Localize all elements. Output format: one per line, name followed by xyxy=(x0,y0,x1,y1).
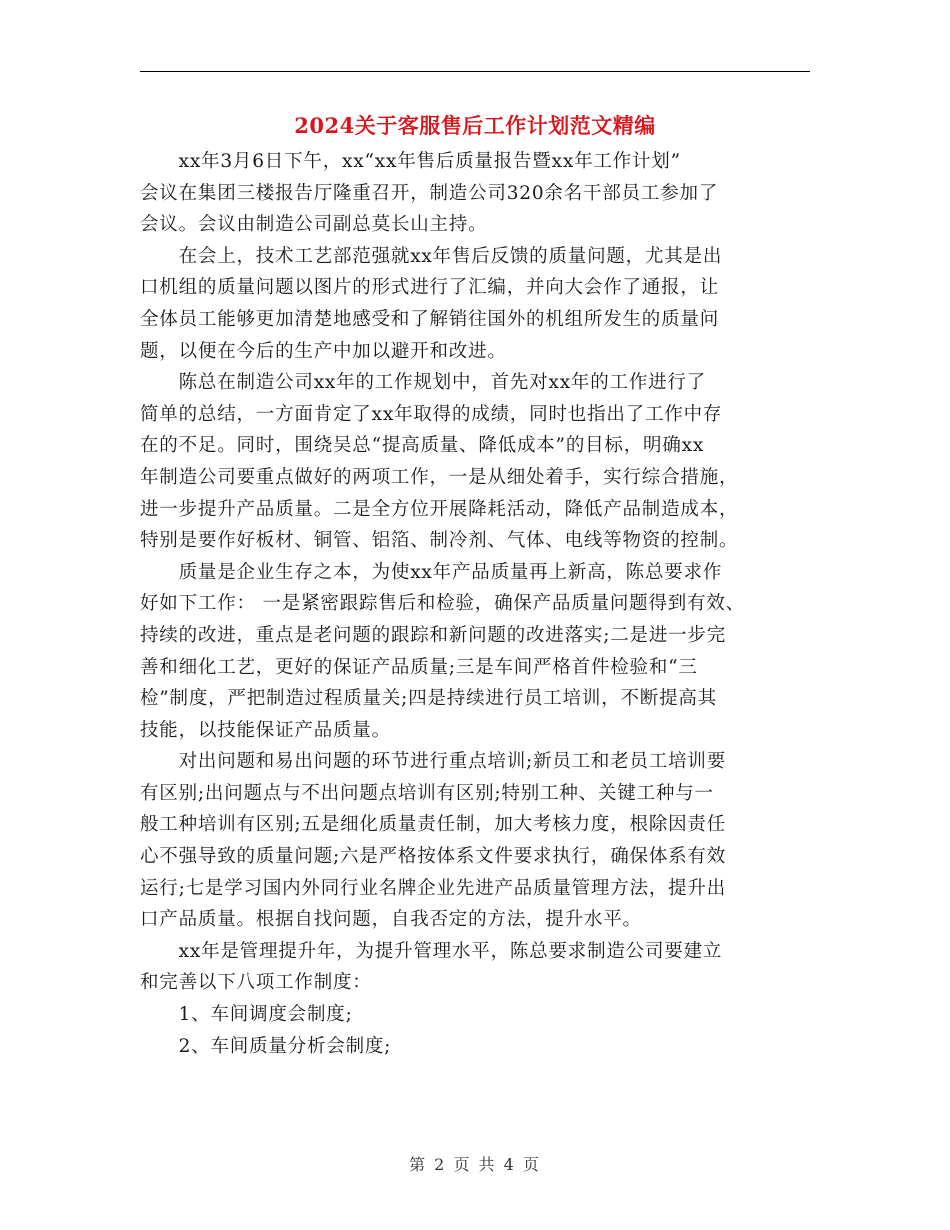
text-line: 会议。会议由制造公司副总莫长山主持。 xyxy=(140,214,488,236)
text-line: 在的不足。同时，围绕吴总“提高质量、降低成本”的目标，明确xx xyxy=(140,435,705,457)
paragraph-training xyxy=(140,746,810,936)
text-line: xx年是管理提升年，为提升管理水平，陈总要求制造公司要建立 xyxy=(140,940,723,962)
text-line: 1、车间调度会制度; xyxy=(140,1004,353,1026)
text-line: 口产品质量。根据自找问题，自我否定的方法，提升水平。 xyxy=(140,909,642,931)
page-number-footer: 第 2 页 共 4 页 xyxy=(409,1155,541,1174)
text-line: 进一步提升产品质量。二是全方位开展降耗活动，降低产品制造成本， xyxy=(140,498,739,520)
text-line: 般工种培训有区别;五是细化质量责任制，加大考核力度，根除因责任 xyxy=(140,814,727,836)
text-line: 会议在集团三楼报告厅隆重召开，制造公司320余名干部员工参加了 xyxy=(140,182,719,204)
text-line: 特别是要作好板材、铜管、铝箔、制冷剂、气体、电线等物资的控制。 xyxy=(140,530,739,552)
list-item-1 xyxy=(140,999,810,1031)
list-item-2 xyxy=(140,1031,810,1063)
text-line: 陈总在制造公司xx年的工作规划中，首先对xx年的工作进行了 xyxy=(140,372,707,394)
text-line: 简单的总结，一方面肯定了xx年取得的成绩，同时也指出了工作中存 xyxy=(140,403,723,425)
paragraph-quality-requirements xyxy=(140,557,810,747)
text-line: 全体员工能够更加清楚地感受和了解销往国外的机组所发生的质量问 xyxy=(140,308,720,330)
paragraph-meeting-intro xyxy=(140,146,810,241)
text-line: 口机组的质量问题以图片的形式进行了汇编，并向大会作了通报，让 xyxy=(140,277,720,299)
paragraph-work-plan xyxy=(140,367,810,557)
paragraph-management-year xyxy=(140,936,810,999)
text-line: 运行;七是学习国内外同行业名牌企业先进产品质量管理方法，提升出 xyxy=(140,877,727,899)
text-line: 年制造公司要重点做好的两项工作，一是从细处着手，实行综合措施， xyxy=(140,466,739,488)
text-line: 质量是企业生存之本，为使xx年产品质量再上新高，陈总要求作 xyxy=(140,561,723,583)
text-line: 对出问题和易出问题的环节进行重点培训;新员工和老员工培训要 xyxy=(140,751,727,773)
text-line: 持续的改进，重点是老问题的跟踪和新问题的改进落实;二是进一步完 xyxy=(140,624,727,646)
document-title: 2024关于客服售后工作计划范文精编 xyxy=(294,113,656,138)
text-line: 心不强导致的质量问题;六是严格按体系文件要求执行，确保体系有效 xyxy=(140,846,727,868)
text-line: 题，以便在今后的生产中加以避开和改进。 xyxy=(140,340,507,362)
text-line: xx年3月6日下午，xx“xx年售后质量报告暨xx年工作计划” xyxy=(140,151,681,172)
text-line: 2、车间质量分析会制度; xyxy=(140,1035,392,1057)
text-line: 好如下工作： 一是紧密跟踪售后和检验，确保产品质量问题得到有效、 xyxy=(140,593,745,615)
text-line: 技能，以技能保证产品质量。 xyxy=(140,719,391,741)
text-line: 检”制度，严把制造过程质量关;四是持续进行员工培训，不断提高其 xyxy=(140,688,717,710)
text-line: 有区别;出问题点与不出问题点培训有区别;特别工种、关键工种与一 xyxy=(140,782,714,804)
header-rule xyxy=(140,71,810,72)
text-line: 和完善以下八项工作制度： xyxy=(140,972,372,994)
document-body xyxy=(140,146,810,1062)
text-line: 善和细化工艺，更好的保证产品质量;三是车间严格首件检验和“三 xyxy=(140,656,698,678)
text-line: 在会上，技术工艺部范强就xx年售后反馈的质量问题，尤其是出 xyxy=(140,245,723,267)
paragraph-quality-report xyxy=(140,241,810,367)
